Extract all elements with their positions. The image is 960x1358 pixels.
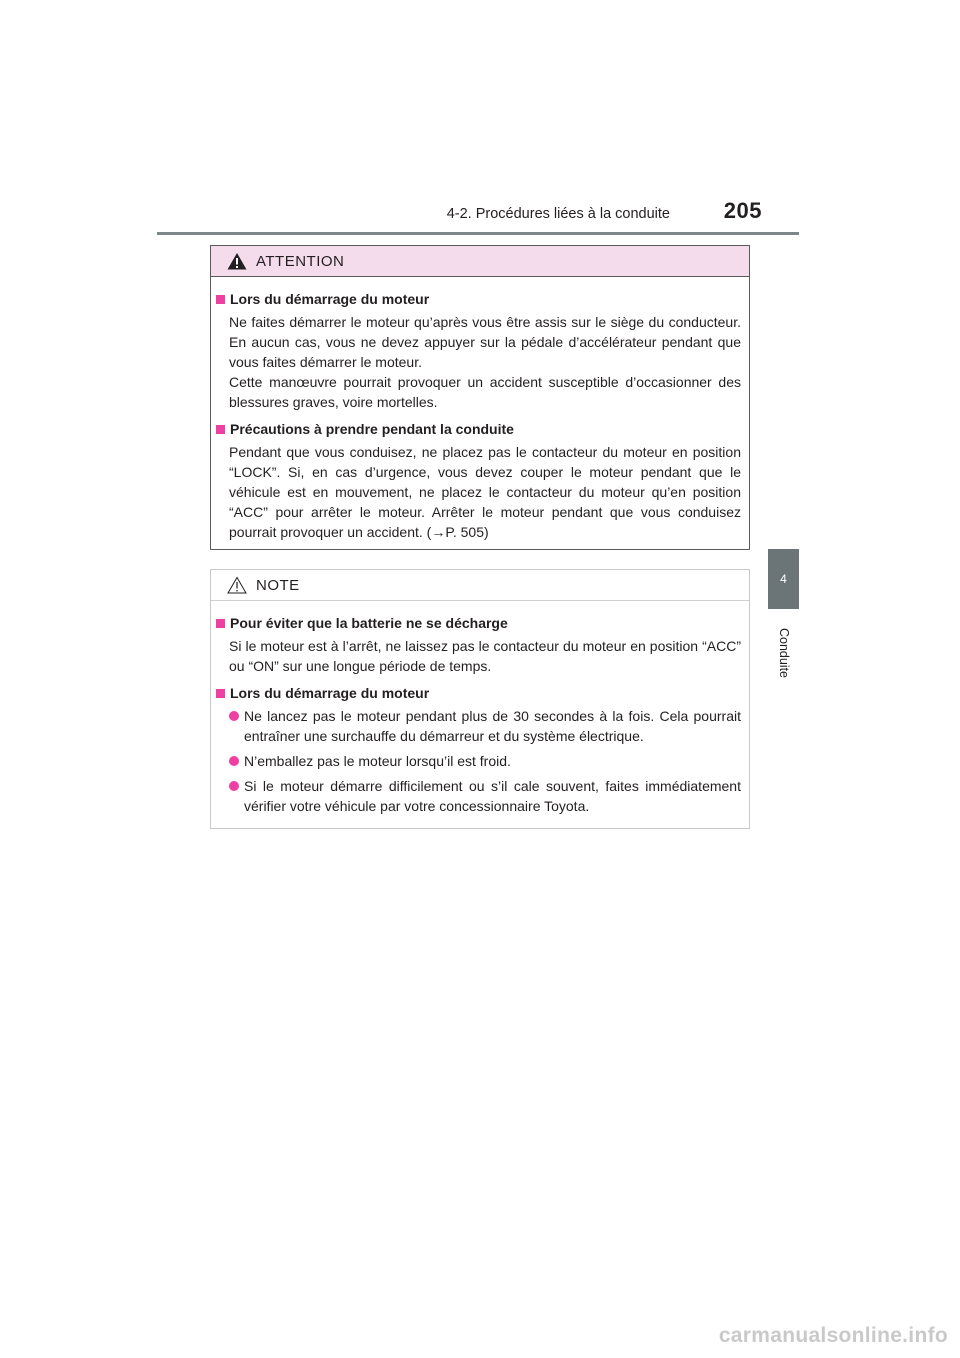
- chapter-tab: [768, 549, 799, 609]
- paragraph: Si le moteur est à l’arrêt, ne laissez pas le contacteur du moteur en position “ACC” ou “ON” sur une longue période de temps.: [229, 638, 741, 674]
- attention-section: [216, 290, 741, 412]
- circle-bullet-icon: [229, 756, 239, 766]
- warning-outline-icon: [227, 576, 247, 594]
- paragraph: Ne faites démarrer le moteur qu’après vous être assis sur le siège du conducteur. En aucun cas, vous ne devez appuyer sur la pédale d’accélérateur pendant que vous faites démarrer le moteur.: [229, 314, 741, 370]
- attention-section: [216, 420, 741, 542]
- paragraph: Cette manœuvre pourrait provoquer un accident susceptible d’occasionner des blessures graves, voire mortelles.: [229, 374, 741, 410]
- chapter-label-text: Conduite: [777, 627, 792, 679]
- bullet-item: [216, 751, 741, 771]
- warning-filled-icon: [227, 252, 247, 270]
- circle-bullet-icon: [229, 781, 239, 791]
- bullet-text: Si le moteur démarre difficilement ou s’il cale souvent, faites immédiatement vérifier votre véhicule par votre concessionnaire Toyota.: [244, 778, 741, 814]
- note-body: [211, 601, 749, 816]
- bullet-item: [216, 706, 741, 746]
- note-title: NOTE: [256, 576, 300, 594]
- watermark: carmanualsonline.info: [718, 1324, 948, 1347]
- square-bullet-icon: [216, 689, 225, 698]
- note-box: [210, 569, 750, 829]
- attention-body: [211, 277, 749, 542]
- square-bullet-icon: [216, 295, 225, 304]
- bullet-text: N’emballez pas le moteur lorsqu’il est froid.: [244, 753, 511, 769]
- chapter-number: 4: [780, 572, 787, 586]
- header-rule: [157, 232, 799, 235]
- circle-bullet-icon: [229, 711, 239, 721]
- section-title-text: Lors du démarrage du moteur: [230, 291, 430, 307]
- page-number: 205: [723, 198, 762, 223]
- bullet-text: Ne lancez pas le moteur pendant plus de 30 secondes à la fois. Cela pourrait entraîner une surchauffe du démarreur et du système électrique.: [244, 708, 741, 744]
- section-title: [216, 420, 741, 439]
- header-section-title: 4-2. Procédures liées à la conduite: [446, 206, 670, 222]
- square-bullet-icon: [216, 425, 225, 434]
- section-title-text: Pour éviter que la batterie ne se décharge: [230, 615, 508, 631]
- note-section: [216, 684, 741, 816]
- bullet-item: [216, 776, 741, 816]
- section-title-text: Précautions à prendre pendant la conduite: [230, 421, 514, 437]
- attention-box: [210, 245, 750, 550]
- note-section: [216, 614, 741, 676]
- paragraph: Pendant que vous conduisez, ne placez pas le contacteur du moteur en position “LOCK”. Si, en cas d’urgence, vous devez couper le moteur pendant que le véhicule est en mouvement, ne placez le contacteur du moteur qu’en position “ACC” pour arrêter le moteur. Arrêter le moteur pendant que vous conduisez pourrait provoquer un accident. (→P. 505): [229, 444, 741, 540]
- section-title: [216, 290, 741, 309]
- chapter-label: [764, 618, 804, 688]
- attention-title: ATTENTION: [256, 252, 345, 270]
- section-title: [216, 684, 741, 703]
- section-title: [216, 614, 741, 633]
- attention-header: [211, 246, 749, 277]
- note-header: [211, 570, 749, 601]
- square-bullet-icon: [216, 619, 225, 628]
- section-title-text: Lors du démarrage du moteur: [230, 685, 430, 701]
